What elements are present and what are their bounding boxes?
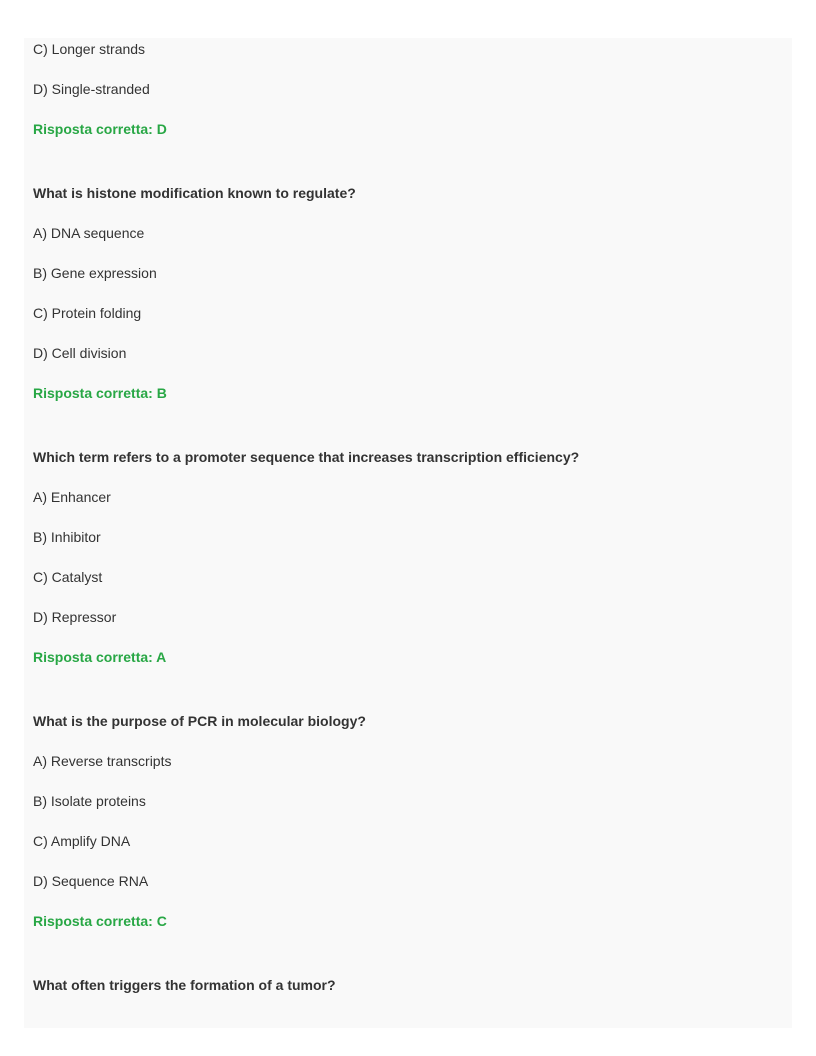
question-text: What is the purpose of PCR in molecular biology? [33,713,366,729]
question-text: What often triggers the formation of a tumor? [33,977,336,993]
option-text: D) Cell division [33,345,127,361]
option-text: C) Amplify DNA [33,833,131,849]
question-text: Which term refers to a promoter sequence that increases transcription efficiency? [33,449,580,465]
correct-answer: Risposta corretta: A [33,649,167,665]
option-text: A) Enhancer [33,489,111,505]
option-text: A) Reverse transcripts [33,753,172,769]
correct-answer: Risposta corretta: B [33,385,167,401]
option-text: C) Catalyst [33,569,103,585]
option-text: B) Isolate proteins [33,793,146,809]
option-text: C) Protein folding [33,305,142,321]
correct-answer: Risposta corretta: D [33,121,167,137]
question-text: What is histone modification known to regulate? [33,185,356,201]
correct-answer: Risposta corretta: C [33,913,167,929]
option-text: B) Inhibitor [33,529,101,545]
option-text: D) Sequence RNA [33,873,149,889]
option-text: C) Longer strands [33,41,146,57]
option-text: B) Gene expression [33,265,157,281]
option-text: A) DNA sequence [33,225,145,241]
option-text: D) Single-stranded [33,81,150,97]
option-text: D) Repressor [33,609,117,625]
